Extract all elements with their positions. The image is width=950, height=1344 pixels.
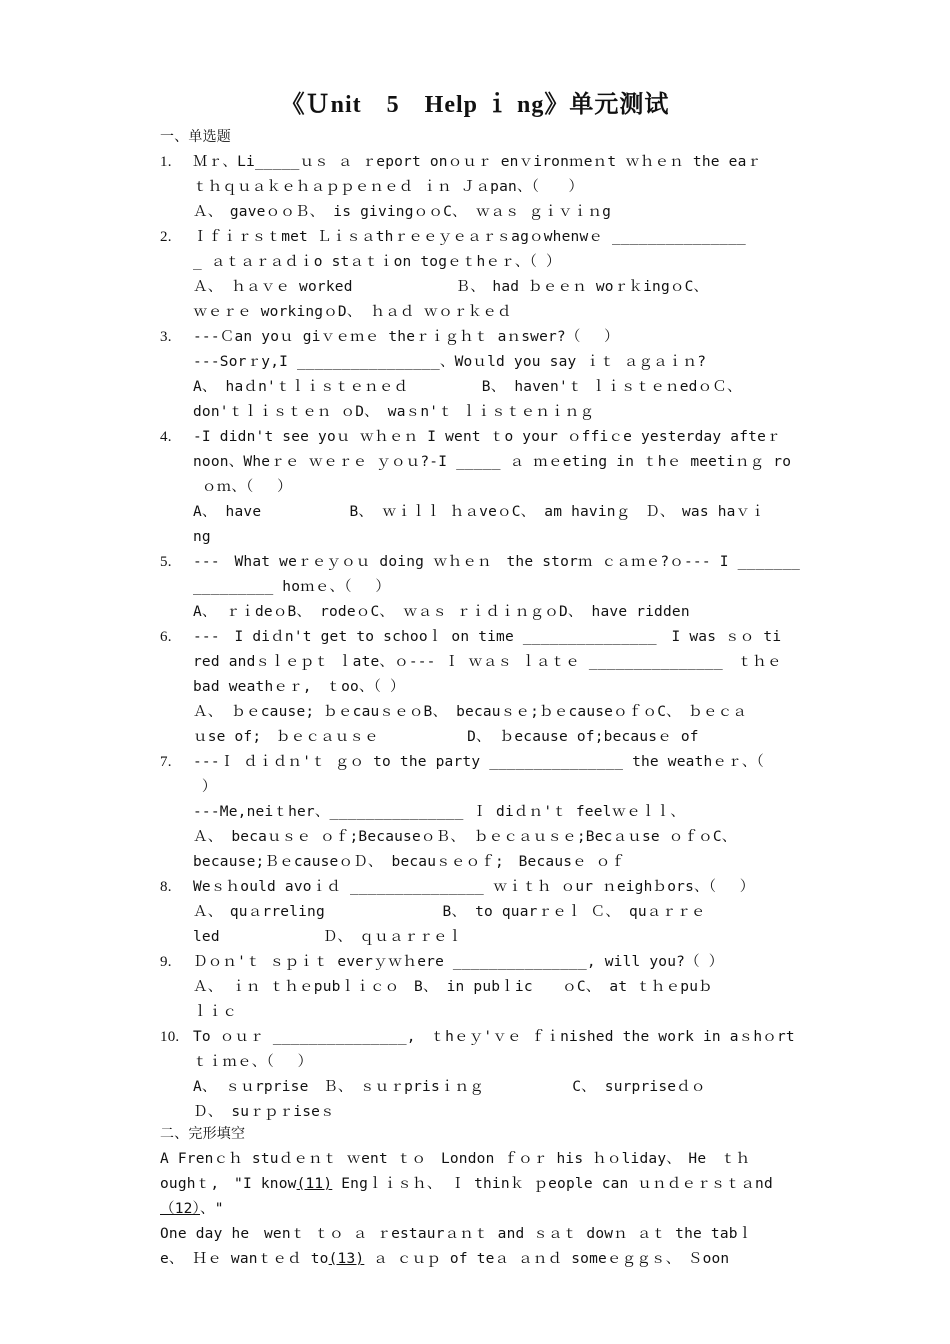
question-number: 6.: [160, 629, 172, 645]
passage-line: [160, 1197, 224, 1222]
question-line: Ｉｆｉｒｓｔmet Ｌｉｓａthｒｅｅｙｅａｒｓagｏwhenwｅ _______________: [193, 229, 746, 245]
question-number: 8.: [160, 879, 172, 895]
question-line: -I didn't see yoｕ ｗｈｅｎ I went ｔo your ｏffiｃe yesterday afteｒ: [193, 429, 781, 445]
question-options: Ａ、 becaｕｓｅ ｏｆ;BecauseｏＢ、 ｂｅｃａｕｓｅ;Becａｕse ｏｆｏC、: [193, 829, 737, 845]
question-number: 5.: [160, 554, 172, 570]
section-heading-cloze: 二、完形填空: [160, 1126, 246, 1142]
question-line: Ｍｒ、Li_____ｕｓ ａ ｒeport onｏｕｒ enｖironｍeｎt ｗｈｅｎ the eaｒ: [193, 154, 762, 170]
question-options: A、 ｒｉdeｏB、 rodeｏC、 ｗａｓ ｒｉｄｉｎｇｏD、 have ridden: [193, 604, 690, 620]
question-options: Ａ、 gaveｏｏＢ、 is givingｏｏC、 ｗａｓ ｇｉｖｉｎg: [193, 204, 612, 220]
question-options: Ａ、 ｂｅcause; ｂｅcauｓｅｏB、 becauｓｅ;ｂｅcauseｏｆｏC、 ｂｅｃａ: [193, 704, 748, 720]
question-line: Weｓｈould avoｉｄ _______________ ｗｉｔｈ ｏur ｎeighｂors、（ ）: [193, 879, 755, 895]
question-line: bad weathｅｒ, ｔoo、（ ）: [193, 679, 405, 695]
question-options: Ｄ、 suｒｐｒiseｓ: [193, 1104, 335, 1120]
cloze-blank-13: (13): [328, 1251, 365, 1267]
question-number: 3.: [160, 329, 172, 345]
question-number: 7.: [160, 754, 172, 770]
question-options: A、 have B、 ｗｉｌｌ ｈａveｏC、 am havinｇ Ｄ、 was haｖｉ: [193, 504, 765, 520]
passage-text: Engｌｉｓｈ、 Ｉ thinｋ ｐeople can ｕｎｄｅｒｓｔａnd: [332, 1176, 773, 1192]
question-options: ｌｉｃ: [193, 1004, 238, 1020]
passage-line: A Frenｃｈ stuｄｅｎｔ ｗent ｔｏ London ｆｏｒ his ｈｏliday、 He ｔｈ: [160, 1151, 751, 1167]
question-options: A、 haｄn'ｔｌｉｓｔｅｎｅｄ B、 haven'ｔ ｌｉｓｔｅｎedｏＣ、: [193, 379, 742, 395]
question-line: --- I diｄn't get to schooｌ on time _______________ I was ｓｏ ti: [193, 629, 782, 645]
question-line: ｏｍ、（ ）: [193, 479, 292, 495]
question-line: ---Sorｒy,I ________________、Woｕld you say ｉｔ ａｇａｉｎ?: [193, 354, 707, 370]
cloze-blank-11: (11): [296, 1176, 333, 1192]
question-options: Ａ、 quａrreling B、 to quarｒｅｌ Ｃ、 quａｒｒｅ: [193, 904, 706, 920]
question-options: led Ｄ、 ｑｕａｒｒｅｌ: [193, 929, 463, 945]
question-line: Ｄｏｎ'ｔ ｓｐｉｔ everｙｗｈere _______________, will you?（ ）: [193, 954, 724, 970]
question-line: red andｓｌｅｐｔ ｌate、ｏ--- Ｉ ｗａｓ ｌａｔｅ _______________ ｔｈｅ: [193, 654, 782, 670]
question-number: 10.: [160, 1029, 180, 1045]
passage-text: oughｔ, "I know: [160, 1176, 297, 1192]
question-line: ｔｈｑｕａｋｅｈａｐｐｅｎｅｄ ｉｎ Ｊａpan、（ ）: [193, 179, 584, 195]
question-options: Ａ、 ｉｎ ｔｈｅpubｌｉｃｏ B、 in pubｌic ｏC、 at ｔｈｅpuｂ: [193, 979, 713, 995]
question-number: 9.: [160, 954, 172, 970]
question-line: ---Me,neiｔher、_______________ Ｉ diｄｎ'ｔ feelｗｅｌｌ、: [193, 804, 686, 820]
question-options: ｕse of; ｂｅｃａｕｓｅ D、 ｂecause of;becausｅ of: [193, 729, 699, 745]
question-options: because;ＢｅcauseｏＤ、 becauｓｅｏｆ; Becausｅ ｏｆ: [193, 854, 626, 870]
question-options: ｗｅｒｅ workingｏD、 ｈａｄ ｗｏｒｋｅｄ: [193, 304, 512, 320]
passage-line: [160, 1247, 729, 1272]
passage-text: 、": [200, 1201, 224, 1217]
question-options: A、 ｓｕrprise Ｂ、 ｓｕｒprisｉｎｇ C、 surpriseｄｏ: [193, 1079, 706, 1095]
passage-line: One day he wenｔ ｔｏ ａ ｒestaurａｎｔ and ｓａｔ dowｎ ａｔ the tabｌ: [160, 1226, 753, 1242]
question-number: 2.: [160, 229, 172, 245]
question-number: 4.: [160, 429, 172, 445]
question-line: _________ hoｍｅ、（ ）: [193, 579, 391, 595]
cloze-blank-12: （12）: [160, 1201, 201, 1217]
question-line: --- What weｒｅｙｏｕ doing ｗｈｅｎ the storｍ ｃａｍｅ?ｏ--- I _______: [193, 554, 801, 570]
question-line: ---Ｃan yoｕ giｖｅｍｅ theｒｉｇｈｔ aｎswer?（ ）: [193, 329, 619, 345]
passage-text: ａ ｃｕｐ of teａ ａｎｄ someｅｇｇｓ、 Ｓoon: [364, 1251, 730, 1267]
question-options: don'ｔｌｉｓｔｅｎ ｏD、 waｓn'ｔ ｌｉｓｔｅｎｉｎｇ: [193, 404, 595, 420]
question-number: 1.: [160, 154, 172, 170]
question-line: ---Ｉ ｄｉｄｎ'ｔ ｇｏ to the party _______________ the weathｅｒ、（: [193, 754, 764, 770]
question-line: noon、Wheｒｅ ｗｅｒｅ ｙｏｕ?-I _____ ａ ｍｅeting in ｔhｅ meetiｎｇ ro: [193, 454, 792, 470]
question-line: To ｏｕｒ _______________, ｔhｅｙ'ｖｅ ｆｉnished the work in aｓhｏrt: [193, 1029, 795, 1045]
page-title: 《Ｕnit 5 Help ｉ ng》单元测试: [280, 92, 670, 118]
passage-text: e、 Ｈｅ wanｔｅｄ to: [160, 1251, 329, 1267]
section-heading-single-choice: 一、单选题: [160, 129, 231, 145]
passage-line: [160, 1172, 773, 1197]
question-line: ）: [193, 779, 217, 795]
question-options: Ａ、 ｈａｖｅ worked Ｂ、 had ｂｅｅｎ woｒｋingｏC、: [193, 279, 709, 295]
question-line: _ ａｔａｒａｄｉo stａｔｉon togｅｔhｅｒ、（ ）: [193, 254, 561, 270]
question-options: ng: [193, 529, 211, 545]
question-line: ｔｉｍｅ、（ ）: [193, 1054, 313, 1070]
